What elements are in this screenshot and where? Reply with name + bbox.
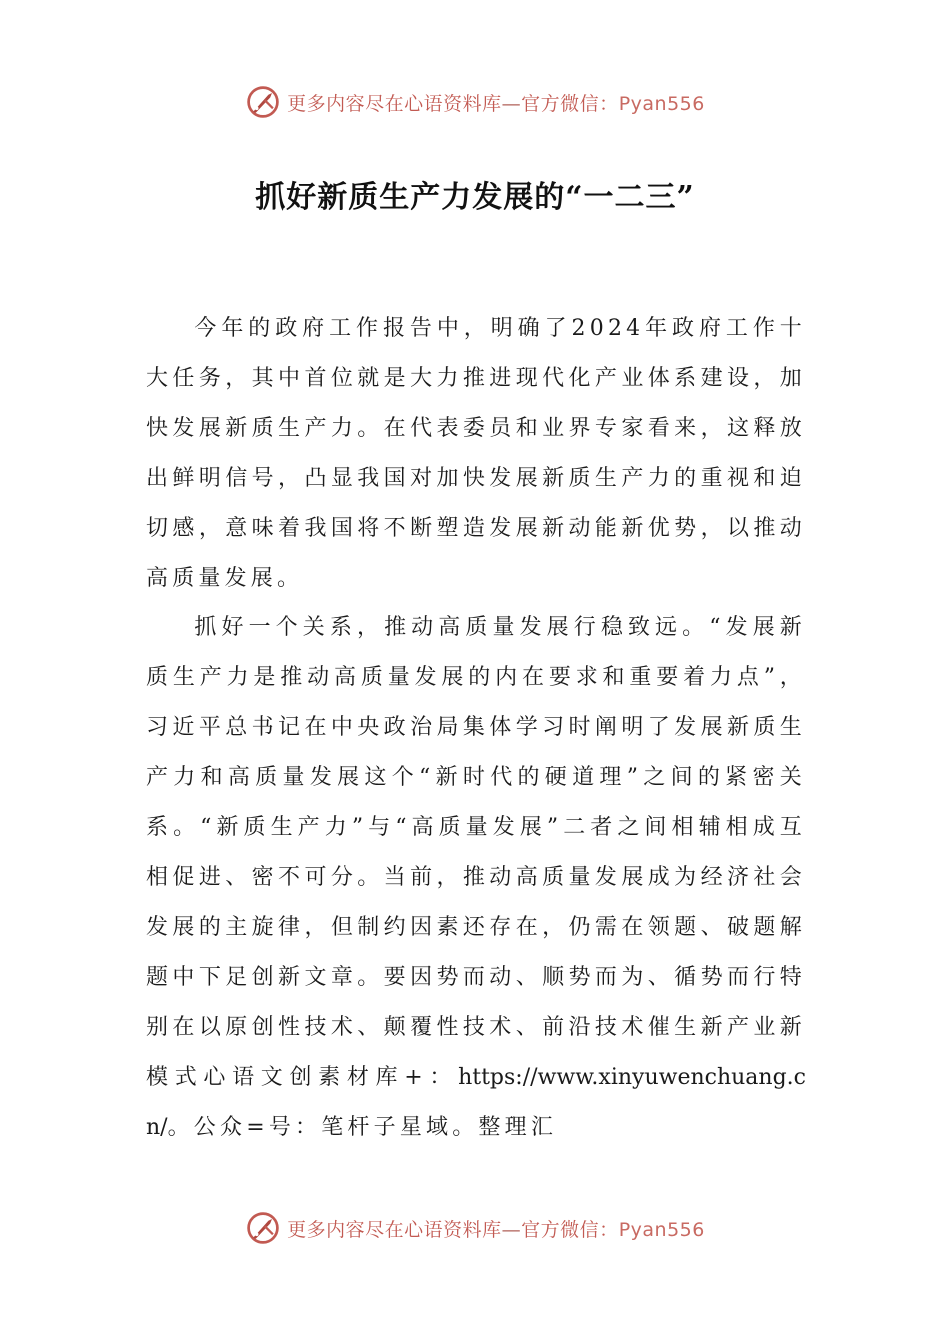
document-title: 抓好新质生产力发展的“一二三”: [255, 180, 695, 215]
banner-wechat-label: 官方微信：: [521, 92, 619, 115]
banner-wechat-id: Pyan556: [618, 92, 705, 115]
footer-banner: [0, 1206, 950, 1250]
banner-slogan: 更多内容尽在心语资料库: [287, 1218, 502, 1241]
paragraph-2-text-b: 。公众=号：笔杆子星域。整理汇: [167, 1114, 558, 1140]
header-banner: [0, 80, 950, 124]
banner-separator: —: [501, 1218, 522, 1241]
banner-slogan: 更多内容尽在心语资料库: [287, 92, 502, 115]
document-body: [146, 304, 806, 1152]
banner-wechat-id: Pyan556: [618, 1218, 705, 1241]
paragraph-1: 今年的政府工作报告中，明确了2024年政府工作十大任务，其中首位就是大力推进现代化产业体系建设，加快发展新质生产力。在代表委员和业界专家看来，这释放出鲜明信号，凸显我国对加快发展新质生产力的重视和迫切感，意味着我国将不断塑造发展新动能新优势，以推动高质量发展。: [146, 316, 806, 591]
banner-separator: —: [501, 92, 522, 115]
pen-logo-icon: [245, 1210, 281, 1246]
banner-wechat-label: 官方微信：: [521, 1218, 619, 1241]
banner-text: [287, 89, 705, 116]
pen-logo-icon: [245, 84, 281, 120]
website-url: https://www.xinyuwenchuang.cn/: [146, 1064, 806, 1140]
paragraph-2-text-a: 抓好一个关系，推动高质量发展行稳致远。“发展新质生产力是推动高质量发展的内在要求和重要着力点”，习近平总书记在中央政治局集体学习时阐明了发展新质生产力和高质量发展这个“新时代的硬道理”之间的紧密关系。“新质生产力”与“高质量发展”二者之间相辅相成互相促进、密不可分。当前，推动高质量发展成为经济社会发展的主旋律，但制约因素还存在，仍需在领题、破题解题中下足创新文章。要因势而动、顺势而为、循势而行特别在以原创性技术、颠覆性技术、前沿技术催生新产业新模式心语文创素材库+：: [146, 615, 806, 1090]
paragraph-2: [146, 603, 806, 1152]
banner-text: [287, 1215, 705, 1242]
